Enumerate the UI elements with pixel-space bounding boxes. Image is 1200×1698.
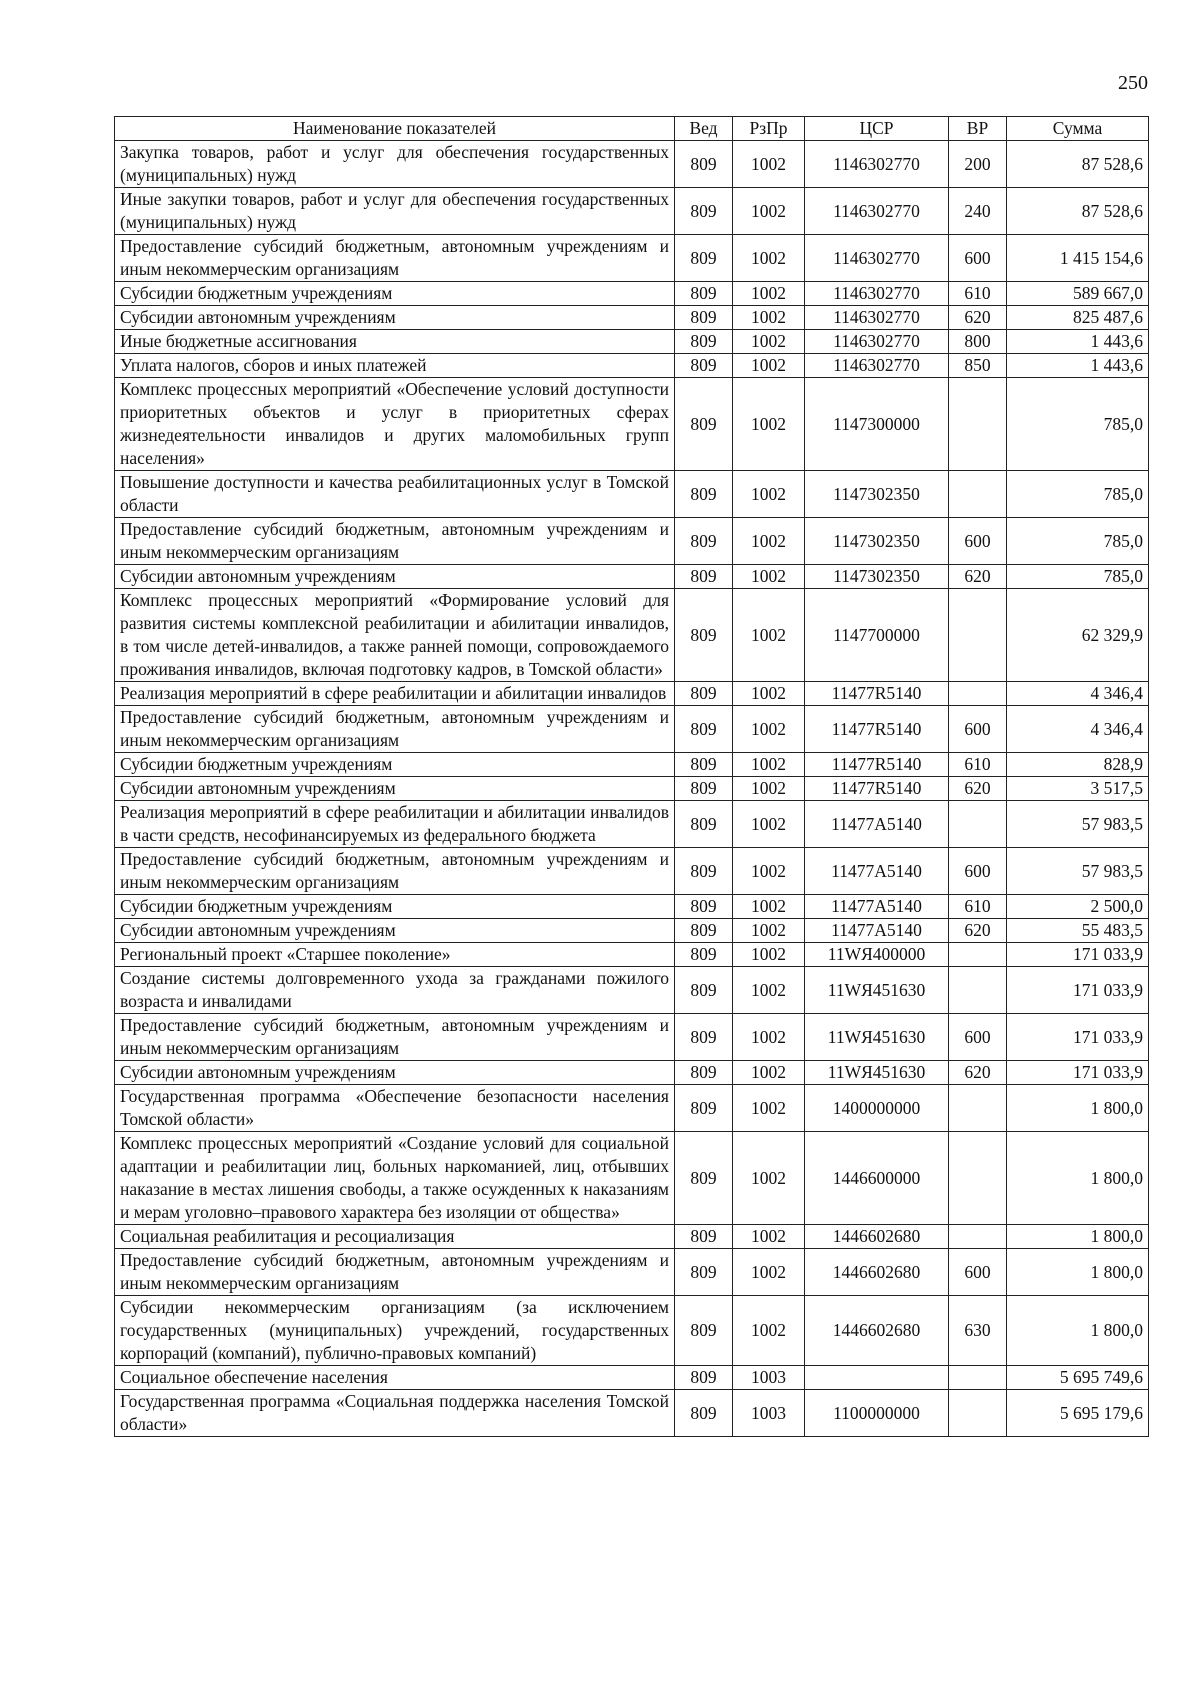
cell-name: Предоставление субсидий бюджетным, автономным учреждениям и иным некоммерческим организациям <box>115 235 675 282</box>
cell-name: Субсидии автономным учреждениям <box>115 565 675 589</box>
table-row <box>115 565 1149 589</box>
table-row <box>115 753 1149 777</box>
cell-rzpr: 1002 <box>733 967 805 1014</box>
cell-sum: 57 983,5 <box>1007 801 1149 848</box>
cell-csr: 11WЯ400000 <box>805 943 949 967</box>
cell-ved: 809 <box>675 777 733 801</box>
cell-rzpr: 1002 <box>733 518 805 565</box>
cell-name: Субсидии бюджетным учреждениям <box>115 895 675 919</box>
cell-csr: 1146302770 <box>805 330 949 354</box>
cell-ved: 809 <box>675 895 733 919</box>
cell-csr: 1147300000 <box>805 378 949 471</box>
cell-sum: 1 415 154,6 <box>1007 235 1149 282</box>
cell-rzpr: 1002 <box>733 682 805 706</box>
cell-rzpr: 1002 <box>733 1225 805 1249</box>
table-row <box>115 801 1149 848</box>
cell-csr: 11477R5140 <box>805 682 949 706</box>
table-row <box>115 1014 1149 1061</box>
cell-vr: 620 <box>949 919 1007 943</box>
cell-csr: 1146302770 <box>805 306 949 330</box>
cell-name: Субсидии некоммерческим организациям (за исключением государственных (муниципальных) учреждений, государственных корпораций (компаний), публично-правовых компаний) <box>115 1296 675 1366</box>
cell-name: Повышение доступности и качества реабилитационных услуг в Томской области <box>115 471 675 518</box>
cell-sum: 87 528,6 <box>1007 141 1149 188</box>
cell-csr: 11477A5140 <box>805 848 949 895</box>
cell-vr <box>949 1225 1007 1249</box>
cell-name: Комплекс процессных мероприятий «Обеспечение условий доступности приоритетных объектов и услуг в приоритетных сферах жизнедеятельности инвалидов и других маломобильных групп населения» <box>115 378 675 471</box>
cell-rzpr: 1002 <box>733 141 805 188</box>
cell-csr: 1147302350 <box>805 518 949 565</box>
cell-name: Реализация мероприятий в сфере реабилитации и абилитации инвалидов в части средств, несофинансируемых из федерального бюджета <box>115 801 675 848</box>
table-row <box>115 1249 1149 1296</box>
table-row <box>115 1366 1149 1390</box>
cell-ved: 809 <box>675 1390 733 1437</box>
cell-rzpr: 1002 <box>733 354 805 378</box>
cell-csr: 1146302770 <box>805 188 949 235</box>
cell-vr <box>949 682 1007 706</box>
cell-csr <box>805 1366 949 1390</box>
cell-ved: 809 <box>675 682 733 706</box>
cell-ved: 809 <box>675 1085 733 1132</box>
table-row <box>115 1390 1149 1437</box>
cell-vr <box>949 471 1007 518</box>
cell-ved: 809 <box>675 919 733 943</box>
cell-csr: 11477R5140 <box>805 706 949 753</box>
header-name: Наименование показателей <box>115 117 675 141</box>
cell-csr: 1147700000 <box>805 589 949 682</box>
cell-csr: 11477A5140 <box>805 919 949 943</box>
cell-name: Субсидии автономным учреждениям <box>115 777 675 801</box>
cell-name: Субсидии бюджетным учреждениям <box>115 753 675 777</box>
budget-table <box>114 116 1149 1437</box>
cell-ved: 809 <box>675 1014 733 1061</box>
cell-csr: 1147302350 <box>805 471 949 518</box>
table-row <box>115 943 1149 967</box>
cell-sum: 1 800,0 <box>1007 1132 1149 1225</box>
cell-vr: 200 <box>949 141 1007 188</box>
cell-csr: 1146302770 <box>805 354 949 378</box>
cell-rzpr: 1002 <box>733 919 805 943</box>
cell-rzpr: 1002 <box>733 1132 805 1225</box>
cell-rzpr: 1002 <box>733 1296 805 1366</box>
cell-sum: 5 695 179,6 <box>1007 1390 1149 1437</box>
cell-name: Комплекс процессных мероприятий «Формирование условий для развития системы комплексной реабилитации и абилитации инвалидов, в том числе детей-инвалидов, а также ранней помощи, сопровождаемого проживания инвалидов, включая подготовку кадров, в Томской области» <box>115 589 675 682</box>
cell-ved: 809 <box>675 589 733 682</box>
cell-sum: 5 695 749,6 <box>1007 1366 1149 1390</box>
cell-ved: 809 <box>675 706 733 753</box>
table-row <box>115 471 1149 518</box>
cell-sum: 828,9 <box>1007 753 1149 777</box>
cell-vr: 850 <box>949 354 1007 378</box>
cell-vr <box>949 967 1007 1014</box>
table-row <box>115 895 1149 919</box>
cell-name: Предоставление субсидий бюджетным, автономным учреждениям и иным некоммерческим организациям <box>115 1249 675 1296</box>
cell-vr: 600 <box>949 706 1007 753</box>
cell-vr: 620 <box>949 565 1007 589</box>
cell-vr: 800 <box>949 330 1007 354</box>
cell-name: Региональный проект «Старшее поколение» <box>115 943 675 967</box>
cell-vr: 620 <box>949 777 1007 801</box>
cell-rzpr: 1002 <box>733 589 805 682</box>
cell-csr: 11WЯ451630 <box>805 1014 949 1061</box>
cell-vr <box>949 589 1007 682</box>
cell-rzpr: 1002 <box>733 895 805 919</box>
cell-csr: 1100000000 <box>805 1390 949 1437</box>
cell-csr: 1400000000 <box>805 1085 949 1132</box>
table-row <box>115 919 1149 943</box>
cell-name: Реализация мероприятий в сфере реабилитации и абилитации инвалидов <box>115 682 675 706</box>
cell-name: Иные бюджетные ассигнования <box>115 330 675 354</box>
cell-name: Субсидии бюджетным учреждениям <box>115 282 675 306</box>
cell-rzpr: 1002 <box>733 943 805 967</box>
cell-csr: 11477R5140 <box>805 753 949 777</box>
cell-ved: 809 <box>675 354 733 378</box>
page-number: 250 <box>1118 72 1148 94</box>
cell-sum: 785,0 <box>1007 378 1149 471</box>
cell-ved: 809 <box>675 967 733 1014</box>
cell-rzpr: 1002 <box>733 1249 805 1296</box>
cell-rzpr: 1002 <box>733 801 805 848</box>
cell-name: Уплата налогов, сборов и иных платежей <box>115 354 675 378</box>
cell-name: Предоставление субсидий бюджетным, автономным учреждениям и иным некоммерческим организациям <box>115 518 675 565</box>
cell-csr: 1147302350 <box>805 565 949 589</box>
cell-ved: 809 <box>675 801 733 848</box>
cell-rzpr: 1003 <box>733 1366 805 1390</box>
cell-sum: 589 667,0 <box>1007 282 1149 306</box>
cell-sum: 55 483,5 <box>1007 919 1149 943</box>
cell-name: Государственная программа «Социальная поддержка населения Томской области» <box>115 1390 675 1437</box>
table-row <box>115 354 1149 378</box>
cell-csr: 1446602680 <box>805 1225 949 1249</box>
cell-vr <box>949 378 1007 471</box>
header-ved: Вед <box>675 117 733 141</box>
cell-vr: 620 <box>949 306 1007 330</box>
cell-sum: 825 487,6 <box>1007 306 1149 330</box>
cell-ved: 809 <box>675 943 733 967</box>
table-row <box>115 141 1149 188</box>
cell-csr: 1146302770 <box>805 235 949 282</box>
cell-ved: 809 <box>675 1296 733 1366</box>
cell-csr: 1146302770 <box>805 282 949 306</box>
cell-csr: 1446600000 <box>805 1132 949 1225</box>
cell-rzpr: 1002 <box>733 378 805 471</box>
cell-sum: 171 033,9 <box>1007 1061 1149 1085</box>
cell-vr: 630 <box>949 1296 1007 1366</box>
cell-sum: 785,0 <box>1007 471 1149 518</box>
table-row <box>115 378 1149 471</box>
cell-sum: 1 800,0 <box>1007 1249 1149 1296</box>
table-header-row <box>115 117 1149 141</box>
cell-csr: 11WЯ451630 <box>805 1061 949 1085</box>
table-row <box>115 282 1149 306</box>
cell-rzpr: 1002 <box>733 188 805 235</box>
table-row <box>115 706 1149 753</box>
cell-ved: 809 <box>675 235 733 282</box>
cell-name: Социальная реабилитация и ресоциализация <box>115 1225 675 1249</box>
cell-name: Субсидии автономным учреждениям <box>115 919 675 943</box>
header-csr: ЦСР <box>805 117 949 141</box>
cell-vr: 600 <box>949 848 1007 895</box>
cell-vr <box>949 1390 1007 1437</box>
cell-csr: 11WЯ451630 <box>805 967 949 1014</box>
cell-ved: 809 <box>675 1225 733 1249</box>
table-row <box>115 306 1149 330</box>
cell-sum: 1 800,0 <box>1007 1085 1149 1132</box>
cell-sum: 1 443,6 <box>1007 330 1149 354</box>
cell-sum: 1 800,0 <box>1007 1225 1149 1249</box>
table-row <box>115 589 1149 682</box>
cell-sum: 4 346,4 <box>1007 706 1149 753</box>
cell-csr: 11477R5140 <box>805 777 949 801</box>
cell-name: Комплекс процессных мероприятий «Создание условий для социальной адаптации и реабилитации лиц, больных наркоманией, лиц, отбывших наказание в местах лишения свободы, а также осужденных к наказаниям и мерам уголовно–правового характера без изоляции от общества» <box>115 1132 675 1225</box>
cell-rzpr: 1002 <box>733 1014 805 1061</box>
cell-rzpr: 1002 <box>733 1085 805 1132</box>
cell-rzpr: 1002 <box>733 235 805 282</box>
cell-rzpr: 1002 <box>733 306 805 330</box>
cell-vr <box>949 943 1007 967</box>
cell-rzpr: 1002 <box>733 848 805 895</box>
cell-ved: 809 <box>675 1366 733 1390</box>
table-row <box>115 1061 1149 1085</box>
cell-ved: 809 <box>675 1061 733 1085</box>
cell-vr: 610 <box>949 895 1007 919</box>
cell-rzpr: 1002 <box>733 565 805 589</box>
header-rzpr: РзПр <box>733 117 805 141</box>
cell-rzpr: 1002 <box>733 706 805 753</box>
cell-sum: 1 800,0 <box>1007 1296 1149 1366</box>
cell-ved: 809 <box>675 1249 733 1296</box>
cell-vr: 240 <box>949 188 1007 235</box>
table-row <box>115 682 1149 706</box>
cell-name: Иные закупки товаров, работ и услуг для обеспечения государственных (муниципальных) нужд <box>115 188 675 235</box>
cell-rzpr: 1002 <box>733 1061 805 1085</box>
cell-csr: 11477A5140 <box>805 895 949 919</box>
cell-sum: 171 033,9 <box>1007 967 1149 1014</box>
cell-name: Субсидии автономным учреждениям <box>115 306 675 330</box>
cell-ved: 809 <box>675 1132 733 1225</box>
cell-rzpr: 1002 <box>733 282 805 306</box>
cell-csr: 1146302770 <box>805 141 949 188</box>
cell-vr <box>949 801 1007 848</box>
header-vr: ВР <box>949 117 1007 141</box>
table-row <box>115 1085 1149 1132</box>
cell-vr: 600 <box>949 1249 1007 1296</box>
cell-rzpr: 1002 <box>733 753 805 777</box>
table-row <box>115 235 1149 282</box>
table-row <box>115 848 1149 895</box>
cell-sum: 1 443,6 <box>1007 354 1149 378</box>
cell-vr: 610 <box>949 282 1007 306</box>
cell-name: Социальное обеспечение населения <box>115 1366 675 1390</box>
cell-ved: 809 <box>675 188 733 235</box>
cell-name: Закупка товаров, работ и услуг для обеспечения государственных (муниципальных) нужд <box>115 141 675 188</box>
cell-ved: 809 <box>675 141 733 188</box>
cell-sum: 785,0 <box>1007 565 1149 589</box>
cell-ved: 809 <box>675 378 733 471</box>
cell-sum: 62 329,9 <box>1007 589 1149 682</box>
table-row <box>115 777 1149 801</box>
cell-ved: 809 <box>675 471 733 518</box>
cell-name: Государственная программа «Обеспечение безопасности населения Томской области» <box>115 1085 675 1132</box>
cell-sum: 171 033,9 <box>1007 943 1149 967</box>
cell-ved: 809 <box>675 565 733 589</box>
cell-name: Создание системы долговременного ухода за гражданами пожилого возраста и инвалидами <box>115 967 675 1014</box>
cell-ved: 809 <box>675 306 733 330</box>
cell-sum: 57 983,5 <box>1007 848 1149 895</box>
cell-sum: 3 517,5 <box>1007 777 1149 801</box>
cell-rzpr: 1002 <box>733 777 805 801</box>
cell-sum: 785,0 <box>1007 518 1149 565</box>
table-row <box>115 967 1149 1014</box>
cell-csr: 1446602680 <box>805 1296 949 1366</box>
table-row <box>115 1132 1149 1225</box>
cell-rzpr: 1003 <box>733 1390 805 1437</box>
cell-vr <box>949 1085 1007 1132</box>
cell-sum: 87 528,6 <box>1007 188 1149 235</box>
table-row <box>115 188 1149 235</box>
cell-csr: 1446602680 <box>805 1249 949 1296</box>
cell-rzpr: 1002 <box>733 471 805 518</box>
cell-ved: 809 <box>675 330 733 354</box>
cell-sum: 171 033,9 <box>1007 1014 1149 1061</box>
cell-sum: 4 346,4 <box>1007 682 1149 706</box>
cell-vr: 600 <box>949 518 1007 565</box>
cell-vr <box>949 1132 1007 1225</box>
cell-name: Предоставление субсидий бюджетным, автономным учреждениям и иным некоммерческим организациям <box>115 706 675 753</box>
cell-sum: 2 500,0 <box>1007 895 1149 919</box>
table-row <box>115 330 1149 354</box>
table-row <box>115 1296 1149 1366</box>
table-row <box>115 1225 1149 1249</box>
cell-vr: 600 <box>949 1014 1007 1061</box>
cell-name: Предоставление субсидий бюджетным, автономным учреждениям и иным некоммерческим организациям <box>115 848 675 895</box>
cell-ved: 809 <box>675 282 733 306</box>
cell-name: Предоставление субсидий бюджетным, автономным учреждениям и иным некоммерческим организациям <box>115 1014 675 1061</box>
cell-vr: 620 <box>949 1061 1007 1085</box>
cell-ved: 809 <box>675 753 733 777</box>
cell-vr: 600 <box>949 235 1007 282</box>
cell-vr <box>949 1366 1007 1390</box>
cell-ved: 809 <box>675 848 733 895</box>
table-row <box>115 518 1149 565</box>
cell-csr: 11477A5140 <box>805 801 949 848</box>
header-sum: Сумма <box>1007 117 1149 141</box>
cell-ved: 809 <box>675 518 733 565</box>
cell-vr: 610 <box>949 753 1007 777</box>
cell-rzpr: 1002 <box>733 330 805 354</box>
cell-name: Субсидии автономным учреждениям <box>115 1061 675 1085</box>
